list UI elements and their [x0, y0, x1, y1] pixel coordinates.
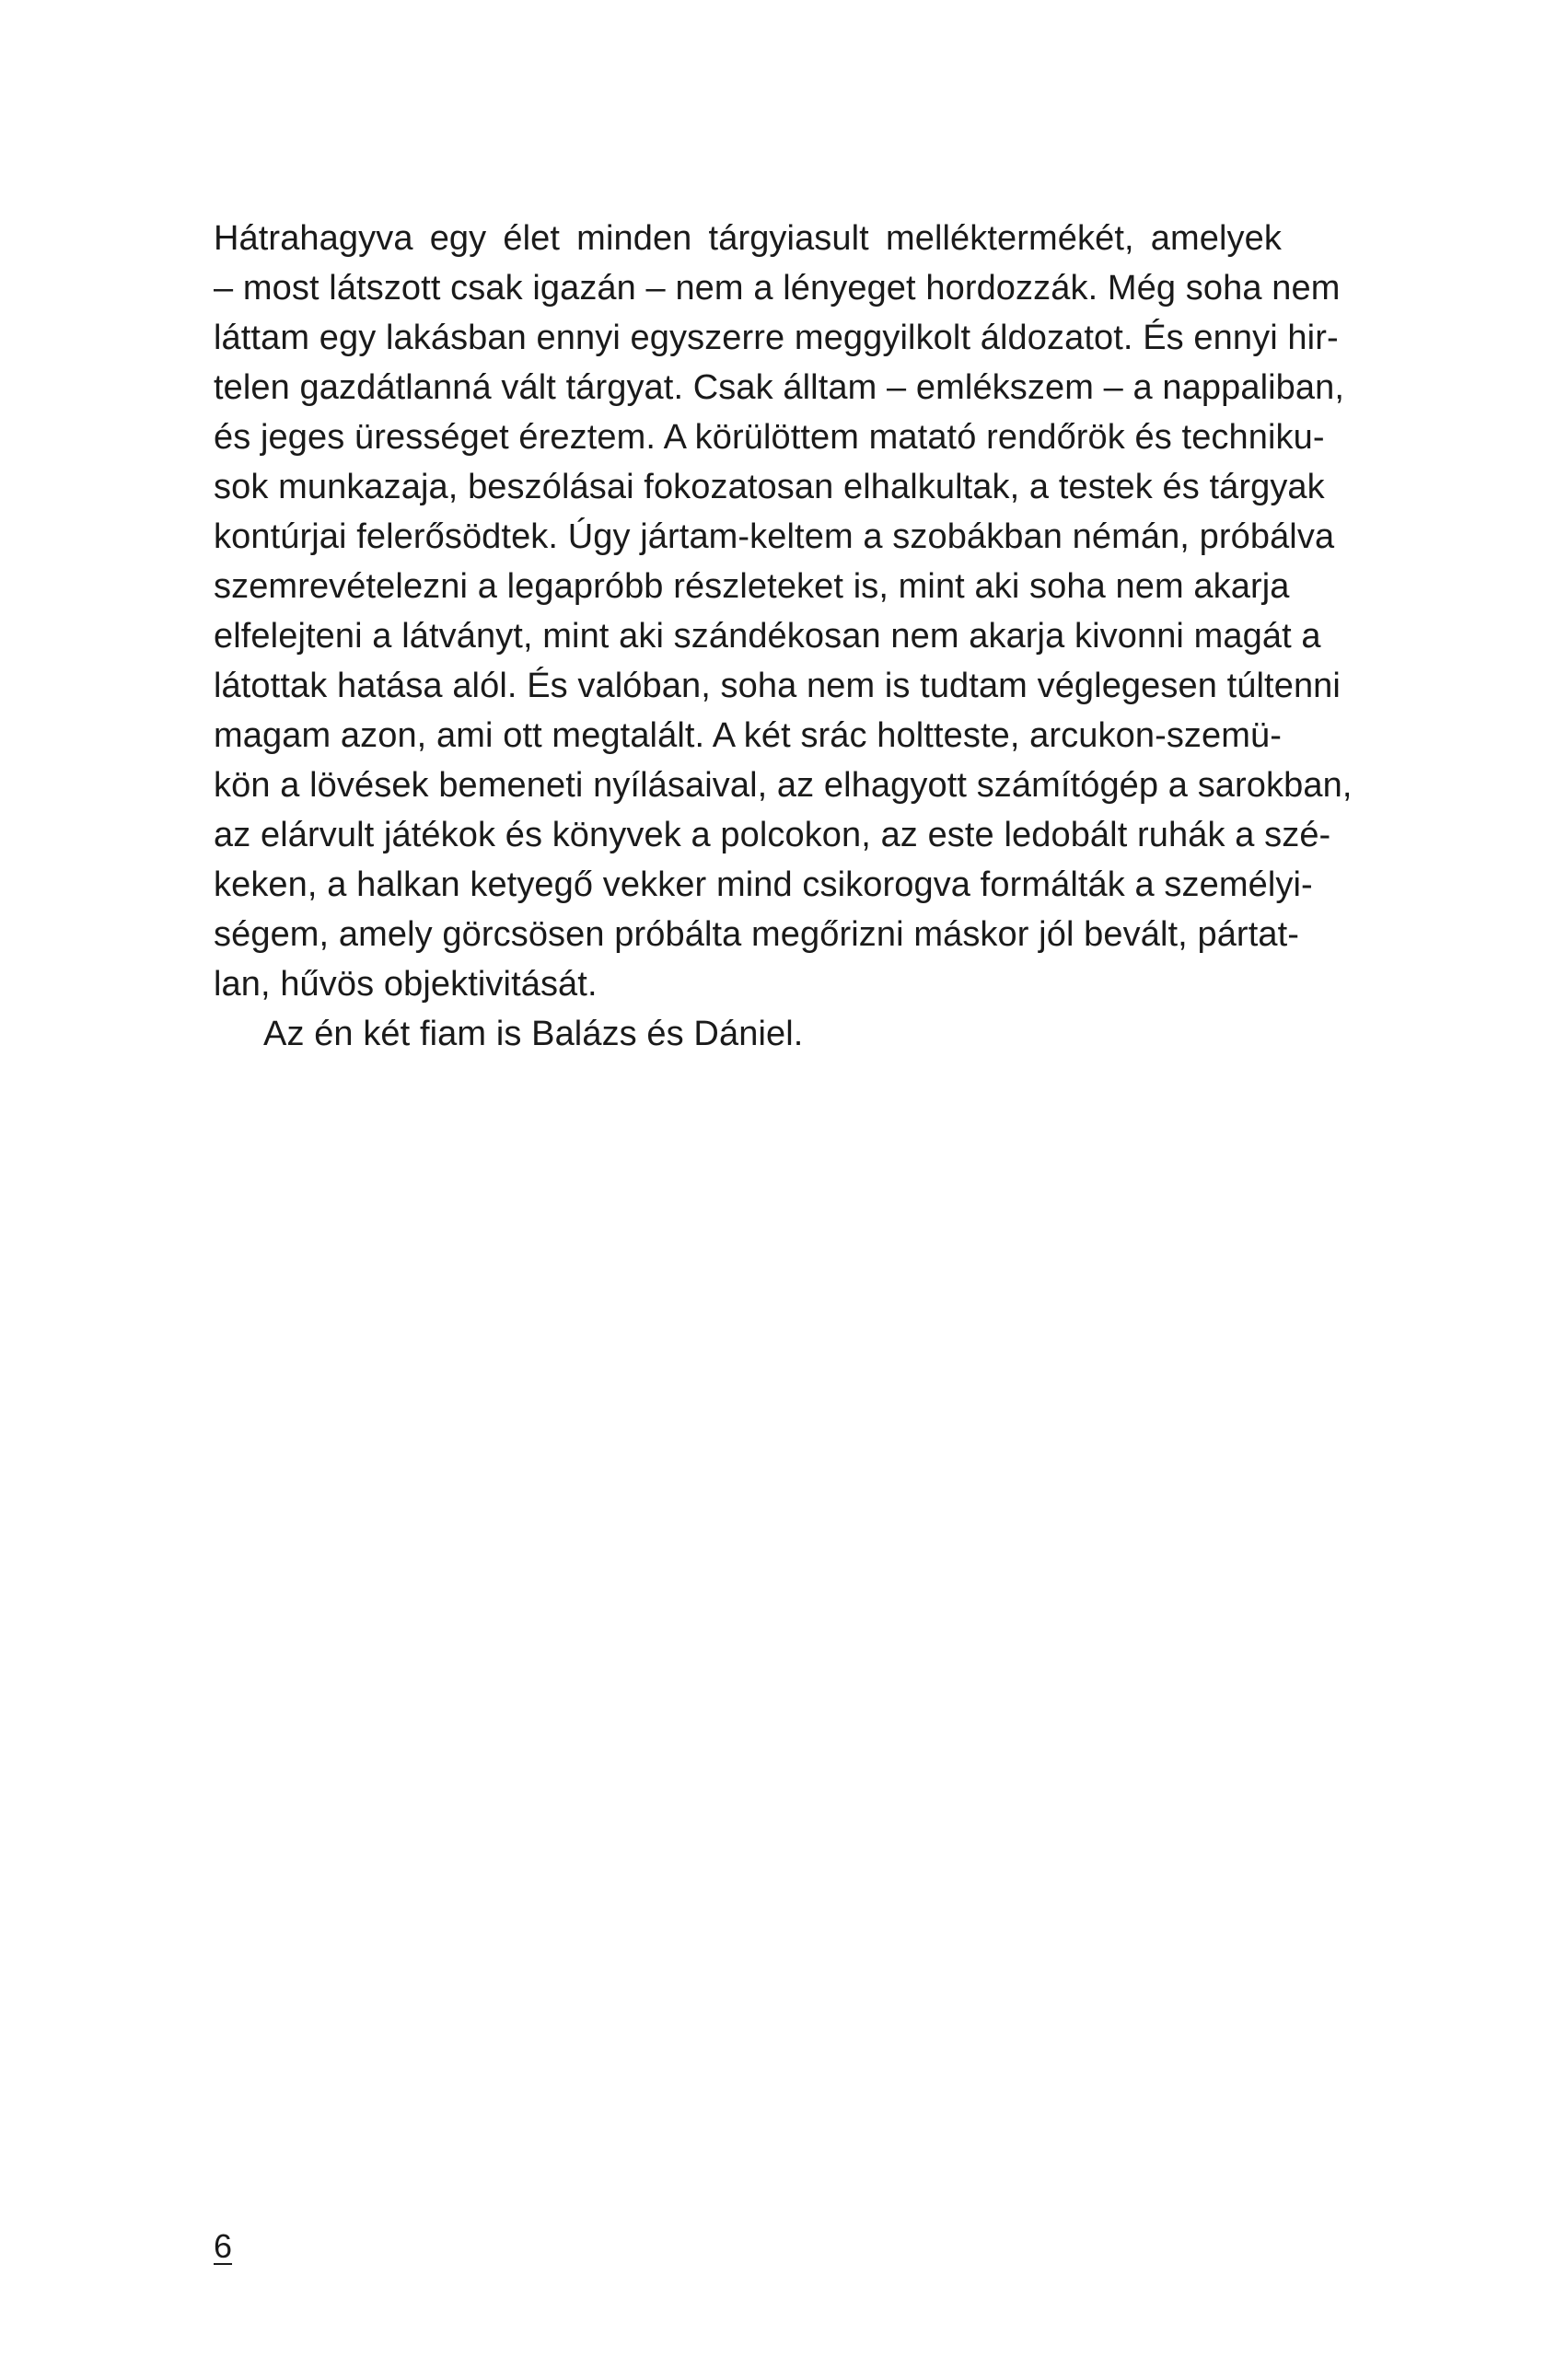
text-line: lan, hűvös objektivitását.	[214, 965, 598, 1004]
page-number: 6	[214, 2227, 233, 2265]
text-line: kontúrjai felerősödtek. Úgy jártam-keltem a szobákban némán, próbálva	[214, 517, 1335, 556]
text-line: Hátrahagyva egy élet minden tárgyiasult melléktermékét, amelyek	[214, 219, 1282, 258]
body-text	[214, 214, 1353, 1059]
text-line: ségem, amely görcsösen próbálta megőrizni máskor jól bevált, pártat-	[214, 915, 1299, 954]
text-line: látottak hatása alól. És valóban, soha nem is tudtam véglegesen túltenni	[214, 667, 1341, 705]
paragraph-2: Az én két fiam is Balázs és Dániel.	[263, 1015, 804, 1053]
text-line: az elárvult játékok és könyvek a polcokon, az este ledobált ruhák a szé-	[214, 816, 1331, 854]
text-line: sok munkazaja, beszólásai fokozatosan elhalkultak, a testek és tárgyak	[214, 468, 1325, 506]
text-line: keken, a halkan ketyegő vekker mind csikorogva formálták a személyi-	[214, 865, 1313, 904]
text-line: magam azon, ami ott megtalált. A két srác holtteste, arcukon-szemü-	[214, 716, 1282, 755]
text-line: – most látszott csak igazán – nem a lényeget hordozzák. Még soha nem	[214, 269, 1341, 308]
text-line: elfelejteni a látványt, mint aki szándékosan nem akarja kivonni magát a	[214, 617, 1321, 656]
text-line: láttam egy lakásban ennyi egyszerre meggyilkolt áldozatot. És ennyi hir-	[214, 319, 1339, 357]
text-line: és jeges ürességet éreztem. A körülöttem matató rendőrök és techniku-	[214, 418, 1325, 457]
text-line: szemrevételezni a legapróbb részleteket is, mint aki soha nem akarja	[214, 567, 1290, 606]
text-line: telen gazdátlanná vált tárgyat. Csak álltam – emlékszem – a nappaliban,	[214, 368, 1345, 407]
text-line: kön a lövések bemeneti nyílásaival, az elhagyott számítógép a sarokban,	[214, 766, 1353, 805]
